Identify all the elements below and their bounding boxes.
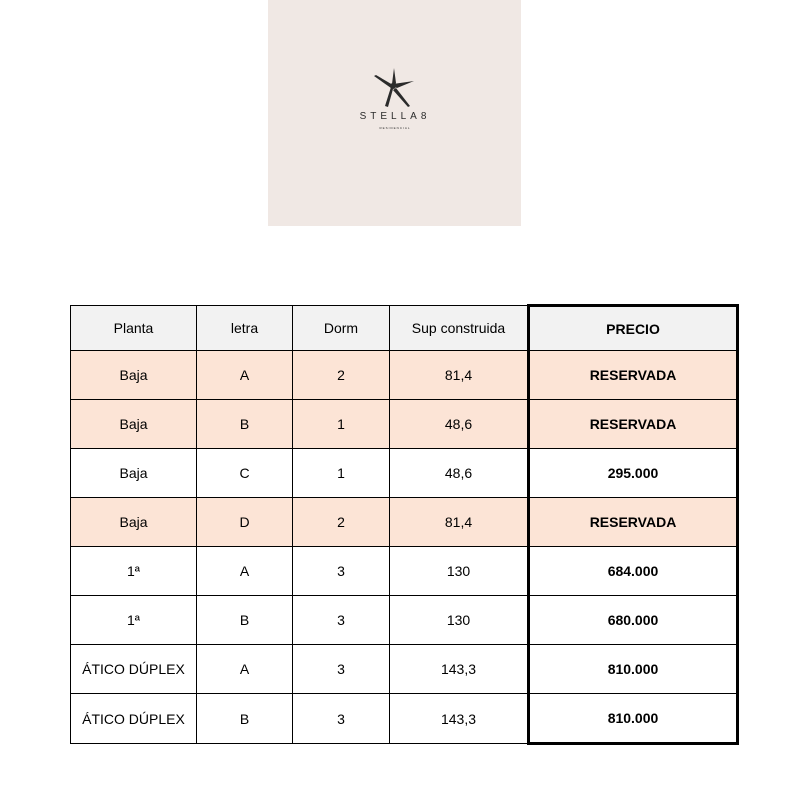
- cell-letra: B: [197, 694, 293, 744]
- cell-letra: D: [197, 498, 293, 547]
- cell-sup: 48,6: [390, 449, 529, 498]
- header-dorm: Dorm: [293, 306, 390, 351]
- price-table: [70, 304, 739, 745]
- cell-precio: RESERVADA: [529, 400, 738, 449]
- cell-dorm: 1: [293, 449, 390, 498]
- table-header-row: [71, 306, 738, 351]
- cell-planta: Baja: [71, 351, 197, 400]
- cell-dorm: 2: [293, 498, 390, 547]
- table-row: [71, 645, 738, 694]
- cell-letra: A: [197, 645, 293, 694]
- cell-precio: RESERVADA: [529, 351, 738, 400]
- cell-sup: 130: [390, 547, 529, 596]
- cell-precio: 810.000: [529, 645, 738, 694]
- cell-precio: RESERVADA: [529, 498, 738, 547]
- cell-planta: 1ª: [71, 547, 197, 596]
- table-row: [71, 400, 738, 449]
- table-row: [71, 498, 738, 547]
- cell-dorm: 3: [293, 547, 390, 596]
- header-precio: PRECIO: [529, 306, 738, 351]
- brand-name: STELLA8: [359, 111, 431, 122]
- table-row: [71, 694, 738, 744]
- cell-letra: B: [197, 400, 293, 449]
- cell-letra: A: [197, 547, 293, 596]
- table-row: [71, 596, 738, 645]
- cell-sup: 81,4: [390, 498, 529, 547]
- cell-dorm: 2: [293, 351, 390, 400]
- cell-planta: ÁTICO DÚPLEX: [71, 694, 197, 744]
- header-letra: letra: [197, 306, 293, 351]
- cell-planta: Baja: [71, 400, 197, 449]
- table-row: [71, 547, 738, 596]
- cell-letra: A: [197, 351, 293, 400]
- header-planta: Planta: [71, 306, 197, 351]
- cell-sup: 143,3: [390, 694, 529, 744]
- header-sup-construida: Sup construida: [390, 306, 529, 351]
- cell-planta: ÁTICO DÚPLEX: [71, 645, 197, 694]
- cell-planta: Baja: [71, 449, 197, 498]
- starfish-icon: [372, 68, 414, 108]
- cell-precio: 680.000: [529, 596, 738, 645]
- cell-precio: 810.000: [529, 694, 738, 744]
- cell-dorm: 3: [293, 694, 390, 744]
- cell-dorm: 3: [293, 645, 390, 694]
- table-row: [71, 351, 738, 400]
- cell-planta: 1ª: [71, 596, 197, 645]
- cell-sup: 130: [390, 596, 529, 645]
- brand-tagline: RESIDENCIAL: [379, 126, 411, 130]
- cell-precio: 684.000: [529, 547, 738, 596]
- cell-dorm: 3: [293, 596, 390, 645]
- cell-precio: 295.000: [529, 449, 738, 498]
- cell-letra: C: [197, 449, 293, 498]
- cell-letra: B: [197, 596, 293, 645]
- table-row: [71, 449, 738, 498]
- cell-dorm: 1: [293, 400, 390, 449]
- cell-sup: 48,6: [390, 400, 529, 449]
- cell-sup: 143,3: [390, 645, 529, 694]
- cell-planta: Baja: [71, 498, 197, 547]
- cell-sup: 81,4: [390, 351, 529, 400]
